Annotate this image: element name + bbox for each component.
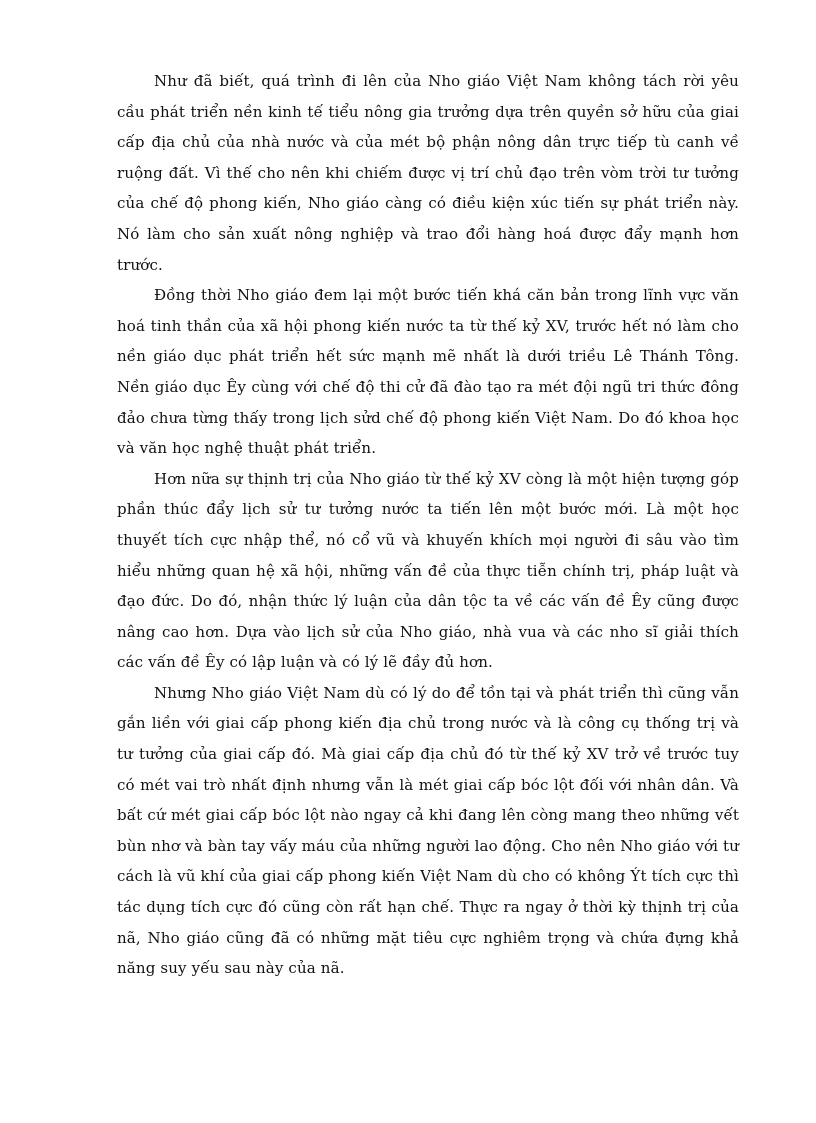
- paragraph-1: Như đã biết, quá trình đi lên của Nho giáo Việt Nam không tách rời yêu cầu phát triển nền kinh tế tiểu nông gia trưởng dựa trên quyền sở hữu của giai cấp địa chủ của nhà nước và của mét bộ phận nông dân trực tiếp tù canh về ruộng đất. Vì thế cho nên khi chiếm được vị trí chủ đạo trên vòm trời tư tưởng của chế độ phong kiến, Nho giáo càng có điều kiện xúc tiến sự phát triển này. Nó làm cho sản xuất nông nghiệp và trao đổi hàng hoá được đẩy mạnh hơn trước.: [117, 72, 739, 274]
- paragraph-2: Đồng thời Nho giáo đem lại một bước tiến khá căn bản trong lĩnh vực văn hoá tinh thần của xã hội phong kiến nước ta từ thế kỷ XV, trước hết nó làm cho nền giáo dục phát triển hết sức mạnh mẽ nhất là dưới triều Lê Thánh Tông. Nền giáo dục Êy cùng với chế độ thi cử đã đào tạo ra mét đội ngũ tri thức đông đảo chưa từng thấy trong lịch sửd chế độ phong kiến Việt Nam. Do đó khoa học và văn học nghệ thuật phát triển.: [117, 286, 739, 458]
- document-page: [117, 66, 739, 984]
- paragraph-3: Hơn nữa sự thịnh trị của Nho giáo từ thế kỷ XV còng là một hiện tượng góp phần thúc đẩy lịch sử tư tưởng nước ta tiến lên một bước mới. Là một học thuyết tích cực nhập thể, nó cổ vũ và khuyến khích mọi người đi sâu vào tìm hiểu những quan hệ xã hội, những vấn đề của thực tiễn chính trị, pháp luật và đạo đức. Do đó, nhận thức lý luận của dân tộc ta về các vấn đề Êy cũng được nâng cao hơn. Dựa vào lịch sử của Nho giáo, nhà vua và các nho sĩ giải thích các vấn đề Êy có lập luận và có lý lẽ đầy đủ hơn.: [117, 469, 739, 672]
- paragraph-4: Nhưng Nho giáo Việt Nam dù có lý do để tồn tại và phát triển thì cũng vẫn gắn liền với giai cấp phong kiến địa chủ trong nước và là công cụ thống trị và tư tưởng của giai cấp đó. Mà giai cấp địa chủ đó từ thế kỷ XV trở về trước tuy có mét vai trò nhất định nhưng vẫn là mét giai cấp bóc lột đối với nhân dân. Và bất cứ mét giai cấp bóc lột nào ngay cả khi đang lên còng mang theo những vết bùn nhơ và bàn tay vấy máu của những người lao động. Cho nên Nho giáo với tư cách là vũ khí của giai cấp phong kiến Việt Nam dù cho có không Ýt tích cực thì tác dụng tích cực đó cũng còn rất hạn chế. Thực ra ngay ở thời kỳ thịnh trị của nã, Nho giáo cũng đã có những mặt tiêu cực nghiêm trọng và chứa đựng khả năng suy yếu sau này của nã.: [117, 683, 739, 978]
